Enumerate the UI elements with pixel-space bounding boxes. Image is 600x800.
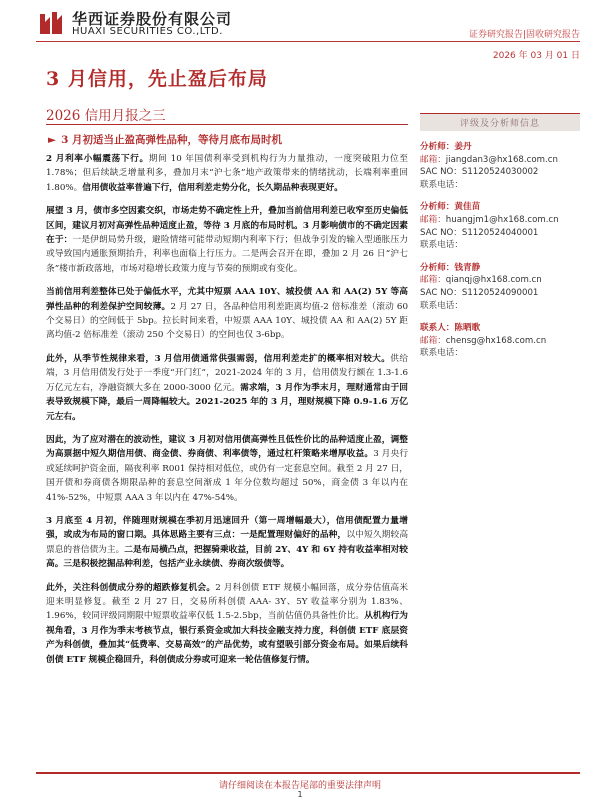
para-tail: 一是伊朗局势升级，避险情绪可能带动短期内利率下行；但战争引发的输入型通胀压力或导致国内通胀预期抬升，利率也面临上行压力。二是两会召开在即，叠加 2 月 26 日“沪七条”楼市新政落地，市场对稳增长政策力度与节奏的预期或有变化。 (46, 235, 409, 274)
para-lead: 3 月底至 4 月初，伴随理财规模在季初月迅速回升（第一周增幅最大），信用债配置力量增强，或成为布局的窗口期。具体思路主要有三点：一是配置理财偏好的品种， (46, 515, 408, 541)
para-lead: 展望 3 月， (46, 206, 94, 217)
para-tail: 信用债收益率普遍下行，信用利差走势分化，长久期品种表现更好。 (82, 182, 343, 193)
para-tail: 从机构行为视角看，3 月作为季末考核节点，银行系资金或加大科技金融支持力度，科创债 ETF 底层资产为科创债，叠加其“低费率、交易高效”的产品优势，或有望吸引部分资金布局。如果后续科创债 ETF 规模企稳回升，科创债成分券或可迎来一轮估值修复行情。 (46, 611, 408, 665)
paragraph-2 (46, 204, 408, 276)
para-text: 期间 10 年国债利率受到机构行为力量推动，一度突破阻力位至 1.78%；但后续缺乏增量利多，叠加月末“沪七条”地产政策带来的情绪扰动，长端利率重回 1.80%。 (46, 154, 408, 193)
analyst-role: 分析师： (420, 262, 455, 273)
analyst-email[interactable]: jiangdan3@hx168.com.cn (445, 154, 558, 165)
para-lead: 因此，为了应对潜在的波动性，建议 3 月初对信用债高弹性且低性价比的品种适度止盈，调整为高票据中短久期信用债、商金债、券商债、利率债等，通过杠杆策略来增厚收益。 (46, 434, 408, 460)
analyst-sac: SAC NO：S1120524030002 (420, 167, 539, 178)
paragraph-1 (46, 152, 408, 195)
report-type: 证券研究报告|固收研究报告 (468, 30, 580, 40)
email-label: 邮箱： (420, 275, 446, 286)
company-logo (36, 6, 256, 40)
para-text: 以中短久期较高票息的普信债为主。 (46, 530, 409, 555)
para-text-2: 债市多空因素交织，市场走势不确定性上升，叠加当前信用利差已收窄至历史偏低区间，建议月初对高弹性品种适度止盈，等待 3 月底的布局时机。 (46, 206, 408, 231)
subtitle-divider (46, 124, 408, 125)
paragraph-4 (46, 352, 408, 424)
report-date: 2026 年 03 月 01 日 (492, 51, 580, 61)
para-lead: 2 月利率小幅震荡下行。 (46, 154, 149, 164)
email-label: 邮箱： (420, 335, 446, 346)
report-subtitle: 2026 信用月报之三 (46, 108, 166, 124)
sidebar-heading: 评级及分析师信息 (420, 113, 580, 131)
paragraph-6 (46, 514, 408, 572)
footer-divider (36, 772, 580, 774)
legal-notice: 请仔细阅读在本报告尾部的重要法律声明 (218, 781, 381, 791)
contact-role: 联系人： (420, 323, 455, 334)
huaxi-logo-icon (36, 8, 66, 38)
paragraph-3 (46, 285, 408, 343)
email-label: 邮箱： (420, 154, 446, 165)
para-text: 3 月央行或延续呵护资金面，隔夜利率 R001 保持相对低位，或仍有一定套息空间。截至 2 月 27 日，国开债和券商债各期限品种的套息空间渐成 1 年分位数均超过 50%，商金债 3 年以内在 41%-52%，中短票 AAA 3 年以内在 47%-54%。 (46, 449, 409, 503)
para-lead: 此外，关注科创债成分券的超跌修复机会。 (46, 582, 216, 593)
para-text: 2 月 27 日，各品种信用利差距离均值-2 倍标准差（滚动 60 个交易日）的空间低于 5bp。拉长时间来看，中短票 AAA 10Y、城投债 AA 和 AA(2) 5Y 距离均值-2 倍标准差（滚动 250 个交易日）的空间也仅 3-6bp。 (46, 301, 408, 341)
para-tail: 二是布局横凸点，把握骑乘收益，目前 2Y、4Y 和 6Y 持有收益率相对较高。三是积极挖掘品种利差，包括产业永续债、券商次级债等。 (46, 544, 408, 570)
analyst-card (420, 141, 580, 191)
analyst-card (420, 201, 580, 251)
paragraph-5 (46, 433, 408, 505)
contact-name: 陈晒歌 (454, 323, 481, 334)
analyst-role: 分析师： (420, 202, 455, 213)
analyst-phone: 联系电话： (420, 300, 463, 311)
para-text: 供给端，3 月信用债发行处于一季度“开门红”，2021-2024 年的 3 月，信用债发行额在 1.3-1.6 万亿元左右，净融资额大多在 2000-3000 亿元。 (46, 353, 409, 393)
company-name-cn: 华西证券股份有限公司 (72, 10, 233, 28)
analyst-name: 黄佳苗 (454, 202, 481, 213)
triangle-bullet-icon: ► (48, 134, 57, 146)
page-number: 1 (297, 790, 303, 799)
email-label: 邮箱： (420, 214, 446, 225)
analyst-sac: SAC NO：S1120524090001 (420, 287, 539, 298)
paragraph-7 (46, 581, 408, 667)
para-lead: 此外，从季节性规律来看，3 月信用债通常供强需弱，信用利差走扩的概率相对较大。 (46, 353, 391, 364)
analyst-role: 分析师： (420, 142, 455, 152)
analyst-phone: 联系电话： (420, 179, 463, 190)
analyst-card (420, 262, 580, 312)
section-heading (48, 132, 282, 147)
header-divider (36, 41, 580, 42)
para-text: 3 月影响债市的不确定因素在于： (46, 220, 408, 246)
para-tail: 需求端，3 月作为季末月，理财通常由于回表导致规模下降，最后一周降幅较大。2021-2025 年的 3 月，理财规模下降 0.9-1.6 万亿元左右。 (46, 382, 408, 422)
analyst-sac: SAC NO：S1120524040001 (420, 227, 539, 238)
report-title: 3 月信用，先止盈后布局 (46, 68, 268, 90)
analyst-email[interactable]: qianqj@hx168.com.cn (445, 275, 542, 286)
contact-card (420, 322, 580, 360)
analyst-name: 姜丹 (454, 142, 472, 152)
company-name-en: HUAXI SECURITIES CO.,LTD. (72, 26, 223, 37)
contact-phone: 联系电话： (420, 348, 463, 359)
analyst-sidebar (420, 113, 580, 360)
analyst-name: 钱青静 (454, 262, 481, 273)
section-heading-text: 3 月初适当止盈高弹性品种，等待月底布局时机 (61, 134, 283, 146)
para-lead: 当前信用利差整体已处于偏低水平，尤其中短票 AAA 10Y、城投债 AA 和 AA(2) 5Y 等高弹性品种的利差保护空间较薄。 (46, 287, 408, 312)
contact-email[interactable]: chensg@hx168.com.cn (445, 335, 547, 346)
analyst-phone: 联系电话： (420, 240, 463, 251)
para-text: 2 月科创债 ETF 规模小幅回落，成分券估值高米迎来明显修复。截至 2 月 27 日，交易所科创债 AAA- 3Y、5Y 收益率分别为 1.83%、1.96%，较同评级同期限中短票收益率仅低 1.5-2.5bp，当前估值仍具备性价比。 (46, 582, 409, 622)
report-body (46, 152, 408, 676)
analyst-email[interactable]: huangjm1@hx168.com.cn (445, 214, 559, 225)
